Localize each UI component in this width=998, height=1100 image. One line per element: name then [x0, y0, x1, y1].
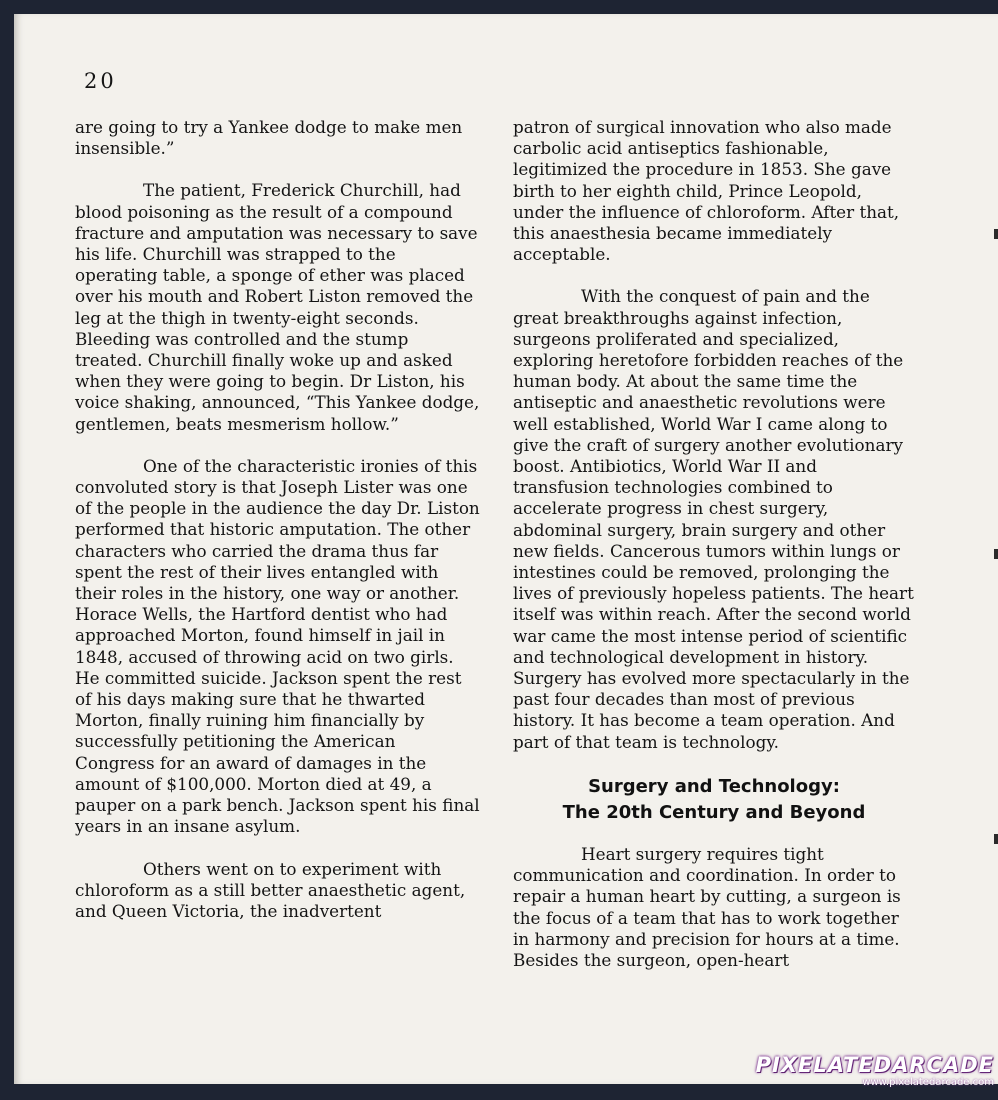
paragraph: With the conquest of pain and the great breakthroughs against infection, surgeons proliferated and specialized, exploring heretofore forbidden reaches of the human body. At about the same time the antiseptic and anaesthetic revolutions were well established, World War I came along to give the craft of surgery another evolutionary boost. Antibiotics, World War II and transfusion technologies combined to accelerate progress in chest surgery, abdominal surgery, brain surgery and other new fields. Cancerous tumors within lungs or intestines could be removed, prolonging the lives of previously hopeless patients. The heart itself was within reach. After the second world war came the most intense period of scientific and technological development in history. Surgery has evolved more spectacularly in the past four decades than most of previous history. It has become a team operation. And part of that team is technology. [513, 286, 914, 752]
paragraph: One of the characteristic ironies of this convoluted story is that Joseph Lister was one of the people in the audience the day Dr. Liston performed that historic amputation. The other characters who carried the drama thus far spent the rest of their lives entangled with their roles in the history, one way or another. Horace Wells, the Hartford dentist who had approached Morton, found himself in jail in 1848, accused of throwing acid on two girls. He committed suicide. Jackson spent the rest of his days making sure that he thwarted Morton, finally ruining him financially by successfully petitioning the American Congress for an award of damages in the amount of $100,000. Morton died at 49, a pauper on a park bench. Jackson spent his final years in an insane asylum. [75, 455, 480, 837]
watermark-logo: PIXELATEDARCADE [755, 1053, 994, 1077]
paragraph: are going to try a Yankee dodge to make men insensible.” [75, 117, 463, 159]
section-heading-line: The 20th Century and Beyond [562, 801, 866, 823]
paragraph: Heart surgery requires tight communication and coordination. In order to repair a human heart by cutting, a surgeon is the focus of a team that has to work together in harmony and precision for hours at a time. Besides the surgeon, open-heart [513, 843, 901, 970]
watermark [756, 1053, 994, 1088]
paragraph: The patient, Frederick Churchill, had blood poisoning as the result of a compound fracture and amputation was necessary to save his life. Churchill was strapped to the operating table, a sponge of ether was placed over his mouth and Robert Liston removed the leg at the thigh in twenty-eight seconds. Bleeding was controlled and the stump treated. Churchill finally woke up and asked when they were going to begin. Dr Liston, his voice shaking, announced, “This Yankee dodge, gentlemen, beats mesmerism hollow.” [75, 180, 480, 434]
watermark-url: www.pixelatedarcade.com [862, 1077, 994, 1088]
paragraph: patron of surgical innovation who also made carbolic acid antiseptics fashionable, legitimized the procedure in 1853. She gave birth to her eighth child, Prince Leopold, under the influence of chloroform. After that, this anaesthesia became immediately acceptable. [513, 117, 900, 265]
document-page [14, 14, 998, 1084]
page-edge-mark [994, 229, 998, 239]
section-heading [513, 774, 915, 826]
right-text-column [513, 117, 915, 992]
page-number: 20 [84, 69, 117, 93]
left-text-column [75, 117, 480, 943]
section-heading-line: Surgery and Technology: [588, 775, 840, 797]
page-edge-mark [994, 834, 998, 844]
paragraph: Others went on to experiment with chloroform as a still better anaesthetic agent, and Queen Victoria, the inadvertent [75, 858, 466, 921]
page-edge-mark [994, 549, 998, 559]
